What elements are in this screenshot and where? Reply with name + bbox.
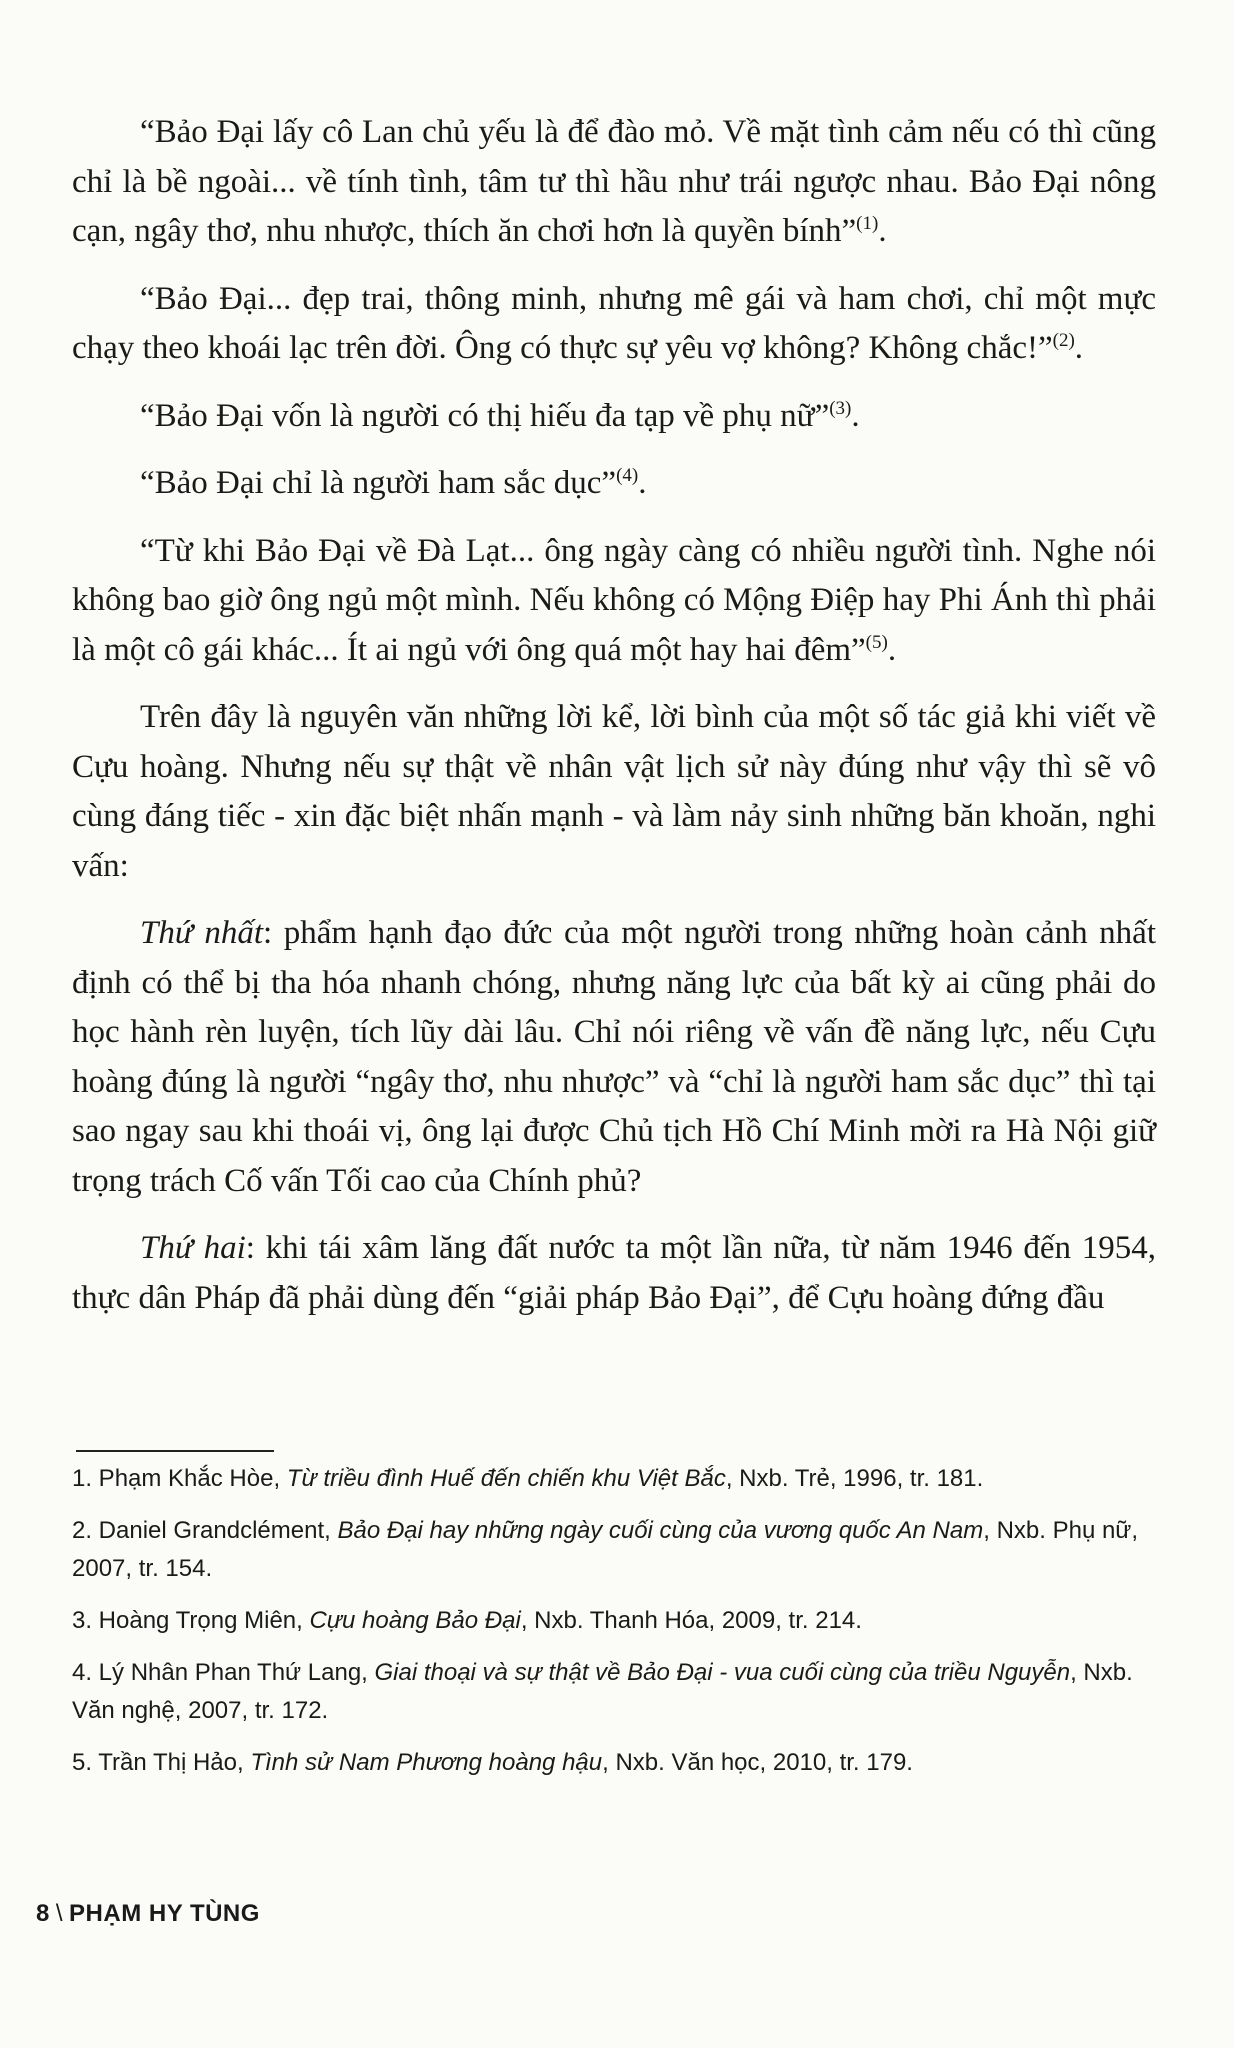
page-number: 8 [36,1900,50,1927]
point-first-paragraph: Thứ nhất: phẩm hạnh đạo đức của một người trong những hoàn cảnh nhất định có thể bị tha hóa nhanh chóng, nhưng năng lực của bất kỳ ai cũng phải do học hành rèn luyện, tích lũy dài lâu. Chỉ nói riêng về vấn đề năng lực, nếu Cựu hoàng đúng là người “ngây thơ, nhu nhược” và “chỉ là người ham sắc dục” thì tại sao ngay sau khi thoái vị, ông lại được Chủ tịch Hồ Chí Minh mời ra Hà Nội giữ trọng trách Cố vấn Tối cao của Chính phủ? [72,915,1156,1199]
page-footer [36,1900,260,1928]
quote-paragraph-3: “Bảo Đại vốn là người có thị hiếu đa tạp về phụ nữ”$^{(3)}$. [140,397,860,434]
footnote-ref-1: (1) [856,213,879,234]
intro-paragraph: Trên đây là nguyên văn những lời kể, lời bình của một số tác giả khi viết về Cựu hoàng. Nhưng nếu sự thật về nhân vật lịch sử này đúng như vậy thì sẽ vô cùng đáng tiếc - xin đặc biệt nhấn mạnh - và làm nảy sinh những băn khoăn, nghi vấn: [72,699,1156,884]
footnote-4: 4. Lý Nhân Phan Thứ Lang, Giai thoại và sự thật về Bảo Đại - vua cuối cùng của triều Nguyễn, Nxb. Văn nghệ, 2007, tr. 172. [72,1659,1133,1724]
quote-paragraph-1: “Bảo Đại lấy cô Lan chủ yếu là để đào mỏ. Về mặt tình cảm nếu có thì cũng chỉ là bề ngoài... về tính tình, tâm tư thì hầu như trái ngược nhau. Bảo Đại nông cạn, ngây thơ, nhu nhược, thích ăn chơi hơn là quyền bính”$^{(1)}$. [72,114,1156,249]
footnote-5: 5. Trần Thị Hảo, Tình sử Nam Phương hoàng hậu, Nxb. Văn học, 2010, tr. 179. [72,1749,913,1776]
footer-separator: \ [55,1900,64,1927]
point-second-paragraph: Thứ hai: khi tái xâm lăng đất nước ta một lần nữa, từ năm 1946 đến 1954, thực dân Pháp đã phải dùng đến “giải pháp Bảo Đại”, để Cựu hoàng đứng đầu [72,1230,1156,1316]
quote-paragraph-2: “Bảo Đại... đẹp trai, thông minh, nhưng mê gái và ham chơi, chỉ một mực chạy theo khoái lạc trên đời. Ông có thực sự yêu vợ không? Không chắc!”$^{(2)}$. [72,280,1156,366]
footnote-3: 3. Hoàng Trọng Miên, Cựu hoàng Bảo Đại, Nxb. Thanh Hóa, 2009, tr. 214. [72,1607,862,1634]
footnote-2: 2. Daniel Grandclément, Bảo Đại hay những ngày cuối cùng của vương quốc An Nam, Nxb. Phụ nữ, 2007, tr. 154. [72,1517,1139,1582]
quote-paragraph-4: “Bảo Đại chỉ là người ham sắc dục”$^{(4)}$. [140,465,647,501]
point-second-label: Thứ hai [140,1230,246,1266]
footnote-1: 1. Phạm Khắc Hòe, Từ triều đình Huế đến chiến khu Việt Bắc, Nxb. Trẻ, 1996, tr. 181. [72,1465,984,1492]
footnote-ref-3: (3) [829,397,852,419]
footnote-ref-2: (2) [1052,330,1075,351]
footer-author: PHẠM HY TÙNG [69,1900,260,1927]
footnote-ref-5: (5) [865,631,888,653]
footnote-divider [76,1450,274,1452]
footnotes [72,1460,1172,1796]
point-first-label: Thứ nhất [140,915,264,951]
quote-paragraph-5: “Từ khi Bảo Đại về Đà Lạt... ông ngày càng có nhiều người tình. Nghe nói không bao giờ ông ngủ một mình. Nếu không có Mộng Điệp hay Phi Ánh thì phải là một cô gái khác... Ít ai ngủ với ông quá một hay hai đêm”$^{(5)}$. [72,532,1156,668]
body-text [72,108,1156,1341]
footnote-ref-4: (4) [616,465,639,486]
